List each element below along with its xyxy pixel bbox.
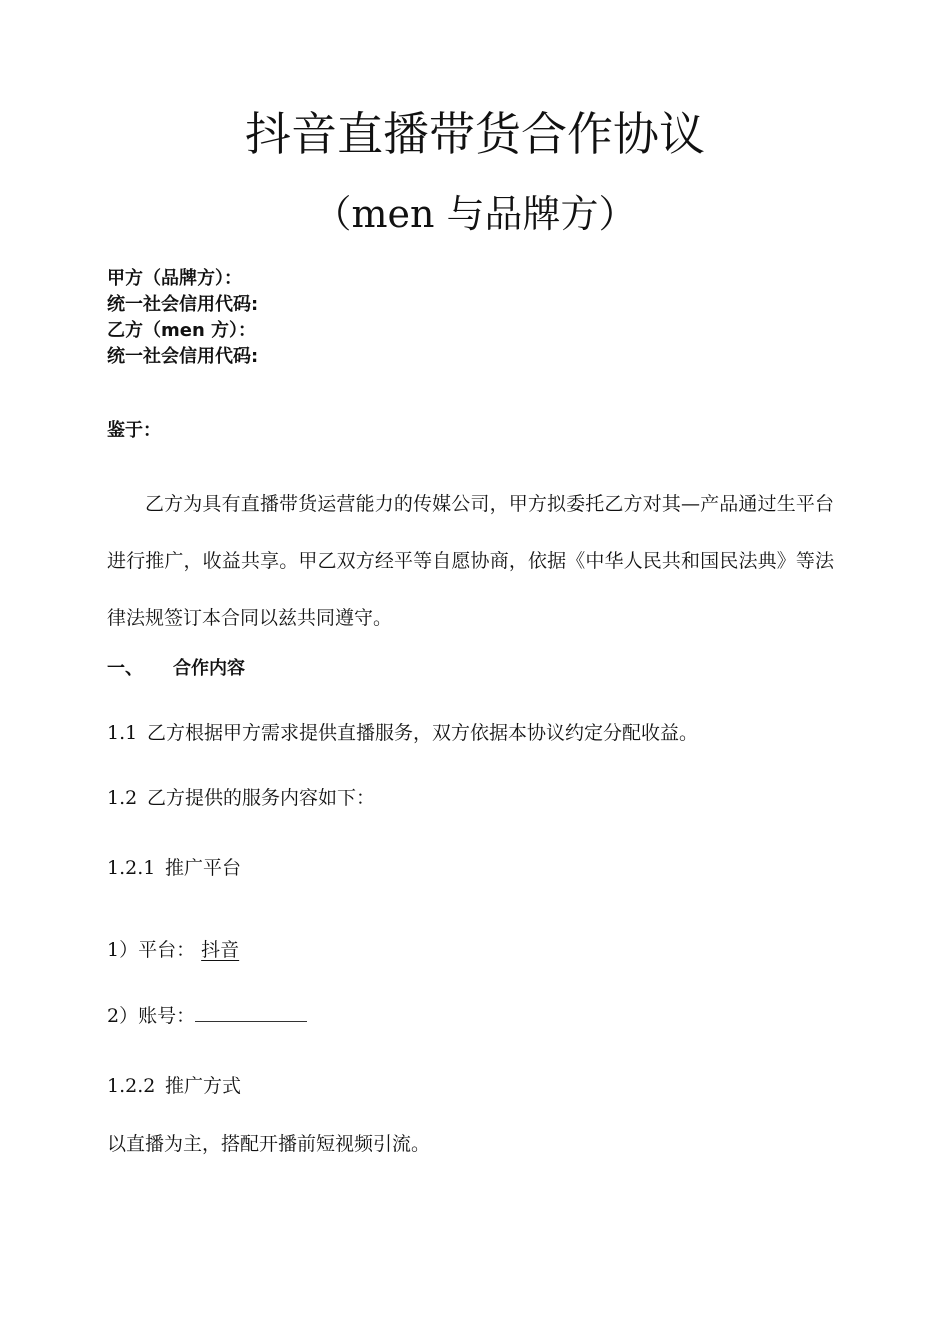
party-info-block	[107, 266, 258, 370]
clause-number: 1.2.2	[107, 1075, 156, 1097]
whereas-label: 鉴于：	[107, 420, 161, 441]
party-b-name: 乙方（men 方）：	[107, 320, 257, 341]
clause-number: 1.1	[107, 722, 138, 744]
clause-number: 1.2.1	[107, 857, 156, 879]
clause-1-2-2	[107, 1072, 241, 1100]
clause-1-1	[107, 719, 698, 747]
section-number: 一、	[107, 658, 143, 679]
party-b-credit-code: 统一社会信用代码:	[107, 346, 259, 367]
section-heading	[107, 656, 245, 682]
account-blank-line	[195, 1001, 307, 1022]
party-a-name: 甲方（品牌方）：	[107, 268, 242, 289]
promotion-method-text: 以直播为主，搭配开播前短视频引流。	[107, 1133, 431, 1155]
clause-text: 乙方根据甲方需求提供直播服务，双方依据本协议约定分配收益。	[147, 722, 699, 744]
clause-text: 推广方式	[165, 1075, 242, 1097]
account-item	[107, 1001, 307, 1030]
platform-item	[107, 936, 239, 964]
clause-1-2	[107, 784, 375, 812]
clause-number: 1.2	[107, 787, 138, 809]
document-subtitle: （men 与品牌方）	[313, 192, 637, 236]
platform-value: 抖音	[201, 939, 240, 961]
party-a-credit-code: 统一社会信用代码:	[107, 294, 259, 315]
platform-label: 1）平台：	[107, 939, 196, 961]
clause-1-2-1	[107, 854, 241, 882]
document-title: 抖音直播带货合作协议	[245, 107, 705, 161]
account-label: 2）账号：	[107, 1005, 196, 1027]
clause-text: 推广平台	[165, 857, 242, 879]
section-title: 合作内容	[173, 658, 245, 679]
clause-text: 乙方提供的服务内容如下：	[147, 787, 376, 809]
intro-paragraph: 乙方为具有直播带货运营能力的传媒公司，甲方拟委托乙方对其—产品通过生平台进行推广，收益共享。甲乙双方经平等自愿协商，依据《中华人民共和国民法典》等法律法规签订本合同以兹共同遵守。	[107, 493, 834, 629]
